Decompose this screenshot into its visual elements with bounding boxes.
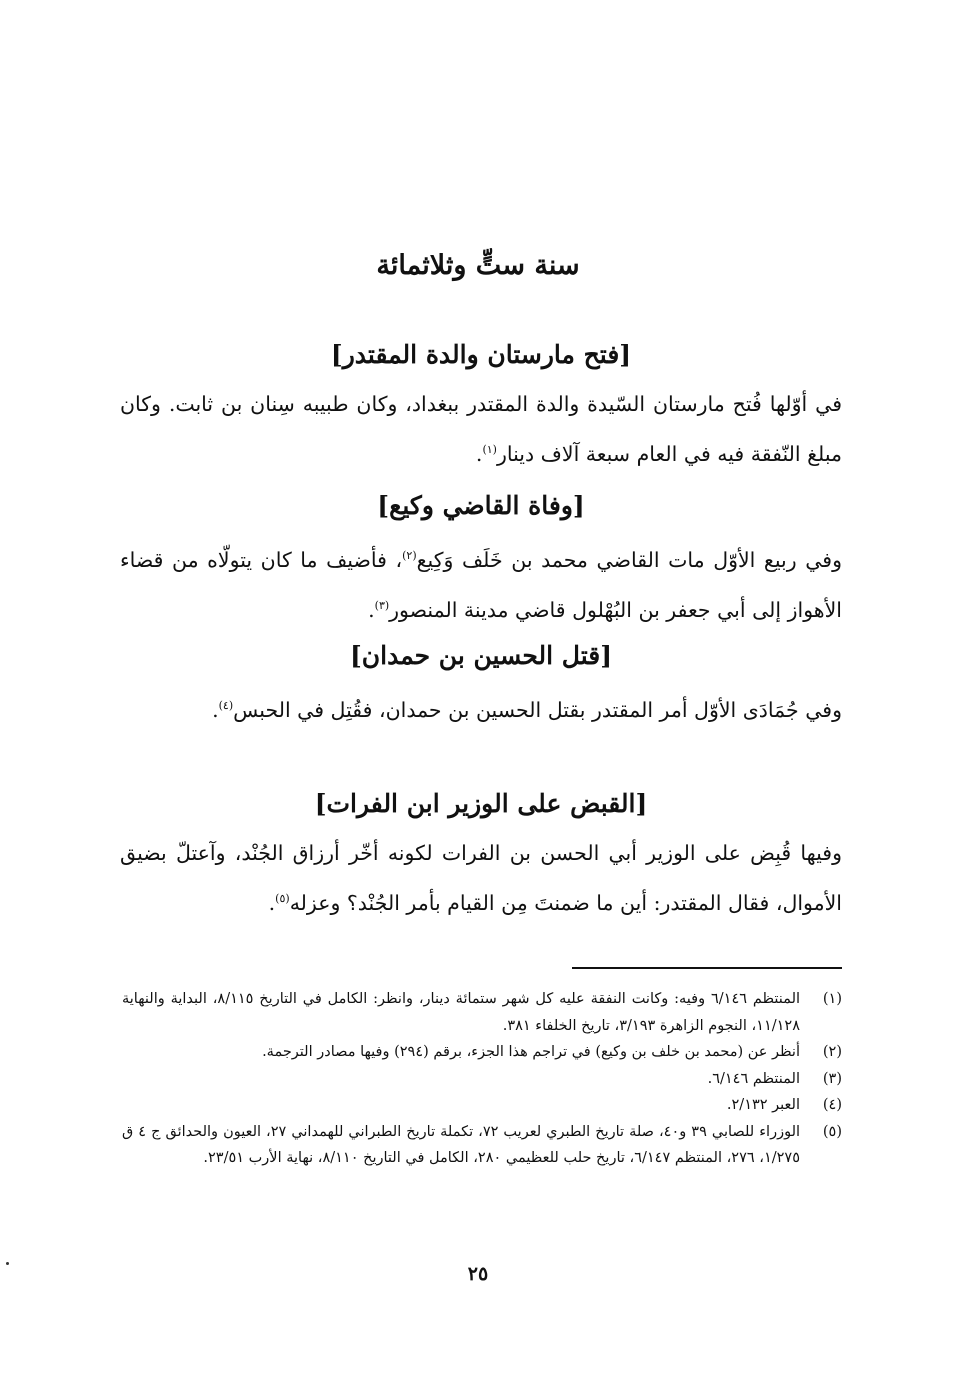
section-wakee bbox=[120, 487, 842, 633]
paragraph-end: . bbox=[212, 697, 219, 722]
section-paragraph bbox=[120, 683, 842, 733]
footnote bbox=[122, 1092, 842, 1119]
section-paragraph bbox=[120, 382, 842, 477]
paragraph-text: وفي ربيع الأوّل مات القاضي محمد بن خَلَف وَكِيع bbox=[416, 547, 842, 572]
footnote-ref[interactable]: (٢) bbox=[402, 549, 417, 562]
footnote-ref[interactable]: (٣) bbox=[374, 598, 390, 612]
footnote-ref[interactable]: (٤) bbox=[218, 699, 234, 712]
paragraph-text-continued: ، فأضيف ما كان يتولّاه من قضاء الأهواز إلى أبي جعفر بن البُهْلول قاضي مدينة المنصور bbox=[120, 547, 842, 622]
paragraph-end: . bbox=[475, 441, 483, 466]
section-paragraph bbox=[120, 533, 842, 633]
footnote bbox=[122, 986, 842, 1039]
footnote-divider bbox=[572, 967, 842, 969]
footnote-number: (٣) bbox=[822, 1070, 842, 1087]
section-heading: [قتل الحسين بن حمدان] bbox=[349, 641, 613, 670]
footnote bbox=[122, 1066, 842, 1093]
section-paragraph bbox=[120, 831, 842, 926]
section-maristan bbox=[120, 336, 842, 477]
section-hamdan bbox=[120, 637, 842, 733]
paragraph-end: . bbox=[368, 597, 375, 622]
footnote bbox=[122, 1039, 842, 1066]
paragraph-text: وفيها قُبِض على الوزير أبي الحسن بن الفرات لكونه أخّر أرزاق الجُنْد، وآعتلّ بضيق الأموال، فقال المقتدر: أين ما ضمنتَ مِن القيام بأمر الجُنْد؟ وعزله bbox=[120, 841, 842, 915]
footnote bbox=[122, 1119, 842, 1172]
year-title: سنة ستٍّ وثلاثمائة bbox=[376, 250, 580, 281]
footnote-ref[interactable]: (١) bbox=[482, 443, 497, 456]
paragraph-text: وفي جُمَادَى الأوّل أمر المقتدر بقتل الحسين بن حمدان، فقُتِل في الحبس bbox=[233, 697, 842, 722]
section-heading: [فتح مارستان والدة المقتدر] bbox=[330, 340, 632, 369]
footnote-text: العبر ٢/١٣٢. bbox=[726, 1097, 800, 1113]
footnotes bbox=[122, 986, 842, 1172]
footnote-text: المنتظم ٦/١٤٦. bbox=[707, 1070, 800, 1087]
footnote-text: أنظر عن (محمد بن خلف بن وكيع) في تراجم هذا الجزء، برقم (٢٩٤) وفيها مصادر الترجمة. bbox=[262, 1044, 800, 1060]
section-ibn-furat bbox=[120, 785, 842, 926]
footnote-number: (٥) bbox=[822, 1123, 842, 1140]
footnote-number: (٢) bbox=[822, 1044, 842, 1060]
scan-speck bbox=[6, 1262, 9, 1265]
footnote-text: المنتظم ٦/١٤٦ وفيه: وكانت النفقة عليه كل شهر ستمائة دينار، وانظر: الكامل في التاريخ ٨/١١٥، البداية والنهاية ١١/١٢٨، النجوم الزاهرة ٣/١٩٣، تاريخ الخلفاء ٣٨١. bbox=[122, 991, 801, 1034]
paragraph-end: . bbox=[268, 890, 276, 915]
footnote-number: (١) bbox=[822, 991, 842, 1007]
footnote-number: (٤) bbox=[822, 1097, 842, 1113]
paragraph-text: في أوّلها فُتح مارستان السّيدة والدة المقتدر ببغداد، وكان طبيبه سِنان بن ثابت. وكان مبلغ النّفقة فيه في العام سبعة آلاف دينار bbox=[120, 392, 842, 466]
section-heading: [وفاة القاضي وكيع] bbox=[377, 491, 585, 520]
footnote-text: الوزراء للصابي ٣٩ و٤٠، صلة تاريخ الطبري لعريب ٧٢، تكملة تاريخ الطبراني للهمداني ٢٧، العيون والحدائق ج ٤ ق ١/٢٧٥، ٢٧٦، المنتظم ٦/١٤٧، تاريخ حلب للعظيمي ٢٨٠، الكامل في التاريخ ٨/١١٠، نهاية الأرب ٢٣/٥١. bbox=[122, 1123, 801, 1166]
section-heading: [القبض على الوزير ابن الفرات] bbox=[314, 789, 648, 818]
footnote-ref[interactable]: (٥) bbox=[275, 892, 290, 905]
page-number: ٢٥ bbox=[467, 1263, 489, 1285]
